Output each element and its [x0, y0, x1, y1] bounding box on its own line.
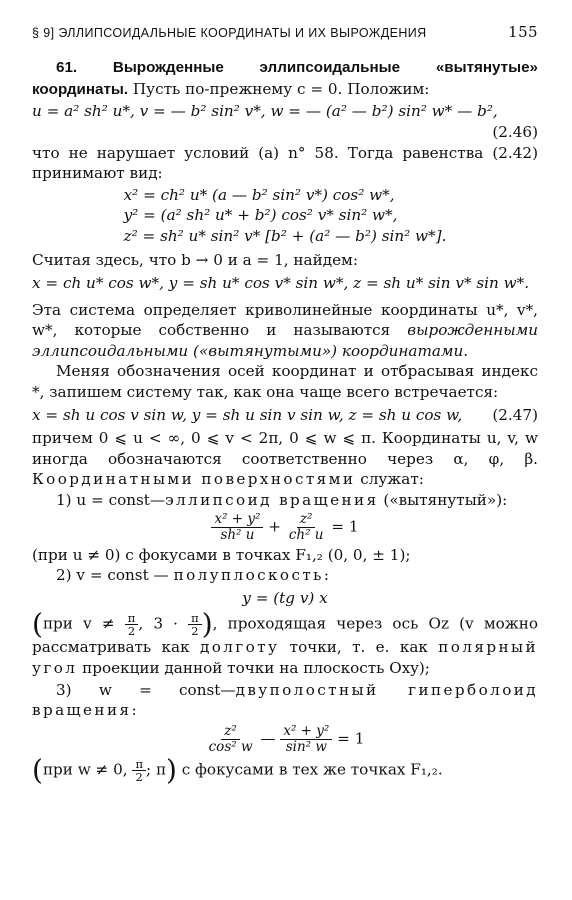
equation-limit: x = ch u* cos w*, y = sh u* cos v* sin w*, z = sh u* sin v* sin w*. — [32, 274, 530, 293]
paragraph-4: Меняя обозначения осей координат и отбрасывая индекс *, запишем систему так, как она чаще всего встречается: — [32, 362, 538, 401]
item-2: 2) v = const — полуплоскость: — [56, 566, 329, 585]
item-3-condition: (при w ≠ 0, $\frac{\pi}{2}$ ; π) с фокусами в тех же точках F₁,₂. — [32, 753, 443, 787]
item-1-condition: (при u ≠ 0) с фокусами в точках F₁,₂ (0, 0, ± 1); — [32, 545, 411, 564]
fraction-3: $\frac{\text{z²}}{\text{cos² w}}$ — [208, 722, 253, 755]
system-line-y: y² = (a² sh² u* + b²) cos² v* sin² w*, — [123, 206, 398, 225]
paragraph-1: что не нарушает условий (а) n° 58. Тогда равенства (2.42) принимают вид: — [32, 144, 538, 183]
hyperboloid-equation: $\frac{\text{z²}}{\text{cos² w}}$ — $\frac{\text{x² + y²}}{\text{sin² w}}$ = 1 — [32, 724, 538, 755]
item-3: 3) w = const—двуполостный гиперболоид вращения: — [32, 680, 539, 720]
paragraph-5: причем 0 ⩽ u < ∞, 0 ⩽ v < 2π, 0 ⩽ w ⩽ π. Координаты u, v, w иногда обозначаются соответственно через α, φ, β. Координатными поверхностями служат: — [32, 429, 538, 489]
paragraph-3: Эта система определяет криволинейные координаты u*, v*, w*, которые собственно и называются вырожденными эллипсоидальными («вытянутыми») координатами. — [32, 300, 538, 360]
system-line-x: x² = ch² u* (a — b² sin² v*) cos² w*, — [123, 185, 395, 204]
term-ellipsoid: эллипсоид вращения — [165, 490, 379, 509]
equation-2-47-body: x = sh u cos v sin w, y = sh u sin v sin w, z = sh u cos w, — [32, 405, 463, 424]
equation-2-46 — [32, 101, 538, 142]
page-number: 155 — [508, 23, 538, 41]
term-half-plane: полуплоскость — [173, 566, 324, 585]
fraction-1: $\frac{\text{x² + y²}}{\text{sh² u}}$ — [211, 512, 263, 543]
item-1: 1) u = const—эллипсоид вращения («вытянутый»): — [56, 490, 508, 509]
fraction-pi-2-c: $\frac{\pi}{2}$ — [132, 758, 146, 783]
term-longitude: долготу — [199, 638, 280, 657]
equation-number-2-47: (2.47) — [492, 405, 538, 424]
ellipsoid-equation: $\frac{\text{x² + y²}}{\text{sh² u}}$ + $\frac{\text{z²}}{\text{ch² u}}$ = 1 — [32, 512, 538, 543]
section-intro: 61. Вырожденные эллипсоидальные «вытянутые» координаты. Пусть по-прежнему c = 0. Положим: — [32, 59, 538, 98]
term-degenerate-coordinates: вырожденными эллипсоидальными («вытянутыми») координатами — [32, 321, 538, 360]
running-head-title: § 9] ЭЛЛИПСОИДАЛЬНЫЕ КООРДИНАТЫ И ИХ ВЫРОЖДЕНИЯ — [32, 26, 427, 40]
equation-2-47 — [32, 405, 538, 425]
half-plane-equation: y = (tg v) x — [242, 588, 328, 607]
term-hyperboloid: двуполостный гиперболоид вращения — [32, 680, 539, 720]
equation-number-2-46: (2.46) — [492, 122, 538, 141]
fraction-4: $\frac{\text{x² + y²}}{\text{sin² w}}$ — [280, 724, 332, 755]
system-line-z: z² = sh² u* sin² v* [b² + (a² — b²) sin² w*]. — [123, 226, 447, 245]
fraction-2: $\frac{\text{z²}}{\text{ch² u}}$ — [288, 510, 324, 543]
equation-2-46-body: u = a² sh² u*, v = — b² sin² v*, w = — (a² — b²) sin² w* — b², — [32, 102, 498, 121]
term-coordinate-surfaces: Координатными поверхностями — [32, 470, 356, 489]
section-heading: 61. Вырожденные эллипсоидальные «вытянутые» координаты. — [32, 59, 538, 98]
coordinate-system-squared — [32, 185, 538, 246]
term-polar-angle: полярный угол — [32, 638, 538, 677]
item-2-text: (при v ≠ $\frac{\pi}{2}$ , 3 · $\frac{\pi}{2}$ ), проходящая через ось Oz (v можно рассматривать как долготу точки, т. е. как полярный угол проекции данной точки на плоскость Oxy); — [32, 607, 539, 677]
fraction-pi-2-b: $\frac{\pi}{2}$ — [188, 612, 202, 637]
running-head — [32, 22, 538, 43]
fraction-pi-2: $\frac{\pi}{2}$ — [125, 612, 139, 637]
paragraph-2: Считая здесь, что b → 0 и a = 1, найдем: — [32, 251, 358, 270]
